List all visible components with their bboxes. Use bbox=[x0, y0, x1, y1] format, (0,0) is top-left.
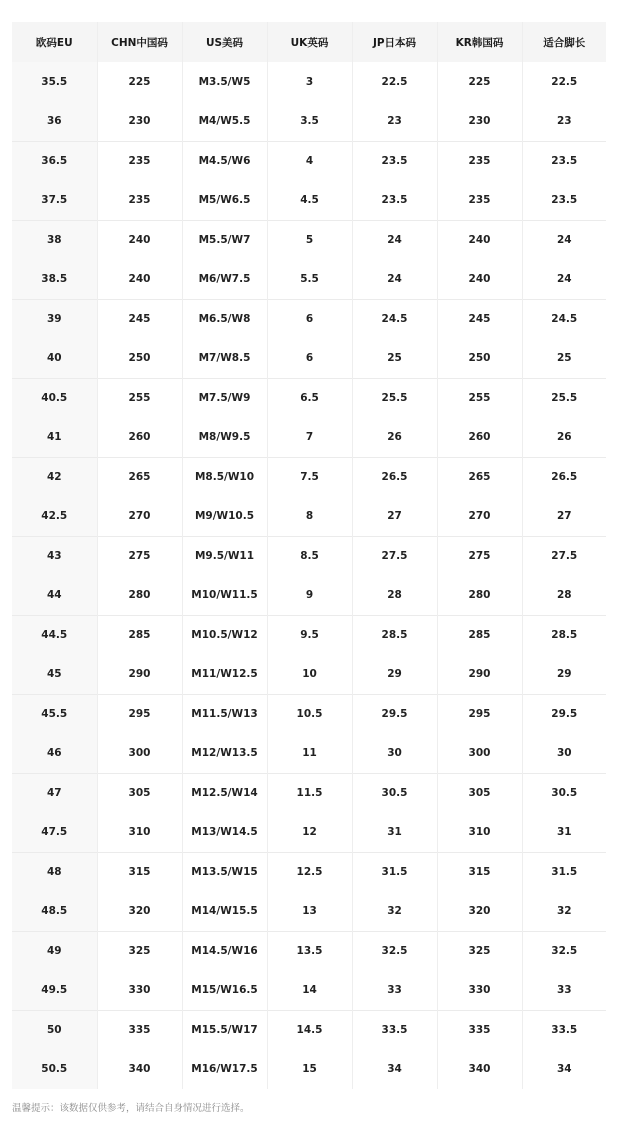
jp-size-cell: 23.5 bbox=[352, 141, 437, 181]
chn-size-cell: 250 bbox=[97, 339, 182, 379]
kr-size-cell: 255 bbox=[437, 378, 522, 418]
foot-length-cell: 32.5 bbox=[522, 931, 606, 971]
kr-size-cell: 315 bbox=[437, 852, 522, 892]
header-us-size: US美码 bbox=[182, 22, 267, 62]
eu-size-cell: 39 bbox=[12, 299, 97, 339]
uk-size-cell: 15 bbox=[267, 1050, 352, 1090]
uk-size-cell: 3 bbox=[267, 62, 352, 102]
table-row bbox=[12, 418, 606, 458]
table-row bbox=[12, 655, 606, 695]
kr-size-cell: 235 bbox=[437, 181, 522, 221]
eu-size-cell: 48.5 bbox=[12, 892, 97, 932]
jp-size-cell: 25.5 bbox=[352, 378, 437, 418]
eu-size-cell: 36 bbox=[12, 102, 97, 142]
us-size-cell: M12.5/W14 bbox=[182, 773, 267, 813]
uk-size-cell: 9 bbox=[267, 576, 352, 616]
kr-size-cell: 270 bbox=[437, 497, 522, 537]
jp-size-cell: 26 bbox=[352, 418, 437, 458]
us-size-cell: M6.5/W8 bbox=[182, 299, 267, 339]
eu-size-cell: 47.5 bbox=[12, 813, 97, 853]
eu-size-cell: 46 bbox=[12, 734, 97, 774]
foot-length-cell: 25.5 bbox=[522, 378, 606, 418]
header-row bbox=[12, 22, 606, 62]
foot-length-cell: 29.5 bbox=[522, 694, 606, 734]
table-row bbox=[12, 497, 606, 537]
table-row bbox=[12, 576, 606, 616]
foot-length-cell: 27 bbox=[522, 497, 606, 537]
jp-size-cell: 24.5 bbox=[352, 299, 437, 339]
eu-size-cell: 40 bbox=[12, 339, 97, 379]
chn-size-cell: 245 bbox=[97, 299, 182, 339]
kr-size-cell: 260 bbox=[437, 418, 522, 458]
us-size-cell: M5/W6.5 bbox=[182, 181, 267, 221]
jp-size-cell: 23.5 bbox=[352, 181, 437, 221]
jp-size-cell: 28.5 bbox=[352, 615, 437, 655]
uk-size-cell: 4 bbox=[267, 141, 352, 181]
eu-size-cell: 37.5 bbox=[12, 181, 97, 221]
eu-size-cell: 50.5 bbox=[12, 1050, 97, 1090]
us-size-cell: M3.5/W5 bbox=[182, 62, 267, 102]
uk-size-cell: 12.5 bbox=[267, 852, 352, 892]
foot-length-cell: 30 bbox=[522, 734, 606, 774]
chn-size-cell: 325 bbox=[97, 931, 182, 971]
jp-size-cell: 27.5 bbox=[352, 536, 437, 576]
size-chart-body bbox=[12, 62, 606, 1089]
kr-size-cell: 325 bbox=[437, 931, 522, 971]
us-size-cell: M14/W15.5 bbox=[182, 892, 267, 932]
us-size-cell: M14.5/W16 bbox=[182, 931, 267, 971]
jp-size-cell: 22.5 bbox=[352, 62, 437, 102]
foot-length-cell: 24 bbox=[522, 220, 606, 260]
foot-length-cell: 27.5 bbox=[522, 536, 606, 576]
uk-size-cell: 8.5 bbox=[267, 536, 352, 576]
kr-size-cell: 290 bbox=[437, 655, 522, 695]
chn-size-cell: 255 bbox=[97, 378, 182, 418]
kr-size-cell: 230 bbox=[437, 102, 522, 142]
foot-length-cell: 22.5 bbox=[522, 62, 606, 102]
foot-length-cell: 23.5 bbox=[522, 181, 606, 221]
chn-size-cell: 330 bbox=[97, 971, 182, 1011]
jp-size-cell: 23 bbox=[352, 102, 437, 142]
eu-size-cell: 42 bbox=[12, 457, 97, 497]
jp-size-cell: 34 bbox=[352, 1050, 437, 1090]
foot-length-cell: 34 bbox=[522, 1050, 606, 1090]
us-size-cell: M8/W9.5 bbox=[182, 418, 267, 458]
eu-size-cell: 50 bbox=[12, 1010, 97, 1050]
chn-size-cell: 240 bbox=[97, 260, 182, 300]
jp-size-cell: 29.5 bbox=[352, 694, 437, 734]
eu-size-cell: 45.5 bbox=[12, 694, 97, 734]
uk-size-cell: 14.5 bbox=[267, 1010, 352, 1050]
jp-size-cell: 31.5 bbox=[352, 852, 437, 892]
table-row bbox=[12, 339, 606, 379]
uk-size-cell: 6 bbox=[267, 339, 352, 379]
us-size-cell: M15/W16.5 bbox=[182, 971, 267, 1011]
size-chart-table bbox=[12, 22, 606, 1089]
uk-size-cell: 7 bbox=[267, 418, 352, 458]
foot-length-cell: 28.5 bbox=[522, 615, 606, 655]
chn-size-cell: 340 bbox=[97, 1050, 182, 1090]
kr-size-cell: 225 bbox=[437, 62, 522, 102]
jp-size-cell: 25 bbox=[352, 339, 437, 379]
size-chart-header bbox=[12, 22, 606, 62]
kr-size-cell: 280 bbox=[437, 576, 522, 616]
table-row bbox=[12, 773, 606, 813]
table-row bbox=[12, 931, 606, 971]
jp-size-cell: 30 bbox=[352, 734, 437, 774]
uk-size-cell: 5 bbox=[267, 220, 352, 260]
jp-size-cell: 24 bbox=[352, 260, 437, 300]
table-row bbox=[12, 260, 606, 300]
chn-size-cell: 225 bbox=[97, 62, 182, 102]
header-jp-size: JP日本码 bbox=[352, 22, 437, 62]
eu-size-cell: 38.5 bbox=[12, 260, 97, 300]
us-size-cell: M7/W8.5 bbox=[182, 339, 267, 379]
chn-size-cell: 265 bbox=[97, 457, 182, 497]
kr-size-cell: 300 bbox=[437, 734, 522, 774]
chn-size-cell: 310 bbox=[97, 813, 182, 853]
eu-size-cell: 49 bbox=[12, 931, 97, 971]
kr-size-cell: 285 bbox=[437, 615, 522, 655]
chn-size-cell: 235 bbox=[97, 181, 182, 221]
eu-size-cell: 47 bbox=[12, 773, 97, 813]
eu-size-cell: 44.5 bbox=[12, 615, 97, 655]
us-size-cell: M13.5/W15 bbox=[182, 852, 267, 892]
header-foot-length: 适合脚长 bbox=[522, 22, 606, 62]
kr-size-cell: 240 bbox=[437, 220, 522, 260]
eu-size-cell: 49.5 bbox=[12, 971, 97, 1011]
table-row bbox=[12, 378, 606, 418]
uk-size-cell: 10.5 bbox=[267, 694, 352, 734]
foot-length-cell: 26 bbox=[522, 418, 606, 458]
us-size-cell: M9/W10.5 bbox=[182, 497, 267, 537]
chn-size-cell: 295 bbox=[97, 694, 182, 734]
kr-size-cell: 320 bbox=[437, 892, 522, 932]
kr-size-cell: 275 bbox=[437, 536, 522, 576]
eu-size-cell: 44 bbox=[12, 576, 97, 616]
table-row bbox=[12, 62, 606, 102]
chn-size-cell: 335 bbox=[97, 1010, 182, 1050]
uk-size-cell: 14 bbox=[267, 971, 352, 1011]
kr-size-cell: 340 bbox=[437, 1050, 522, 1090]
foot-length-cell: 25 bbox=[522, 339, 606, 379]
us-size-cell: M15.5/W17 bbox=[182, 1010, 267, 1050]
chn-size-cell: 260 bbox=[97, 418, 182, 458]
jp-size-cell: 29 bbox=[352, 655, 437, 695]
foot-length-cell: 31.5 bbox=[522, 852, 606, 892]
foot-length-cell: 29 bbox=[522, 655, 606, 695]
uk-size-cell: 13 bbox=[267, 892, 352, 932]
uk-size-cell: 5.5 bbox=[267, 260, 352, 300]
uk-size-cell: 9.5 bbox=[267, 615, 352, 655]
jp-size-cell: 28 bbox=[352, 576, 437, 616]
kr-size-cell: 335 bbox=[437, 1010, 522, 1050]
table-row bbox=[12, 813, 606, 853]
table-row bbox=[12, 536, 606, 576]
us-size-cell: M8.5/W10 bbox=[182, 457, 267, 497]
kr-size-cell: 295 bbox=[437, 694, 522, 734]
eu-size-cell: 41 bbox=[12, 418, 97, 458]
kr-size-cell: 250 bbox=[437, 339, 522, 379]
eu-size-cell: 38 bbox=[12, 220, 97, 260]
chn-size-cell: 305 bbox=[97, 773, 182, 813]
foot-length-cell: 28 bbox=[522, 576, 606, 616]
jp-size-cell: 26.5 bbox=[352, 457, 437, 497]
chn-size-cell: 240 bbox=[97, 220, 182, 260]
foot-length-cell: 26.5 bbox=[522, 457, 606, 497]
table-row bbox=[12, 457, 606, 497]
uk-size-cell: 10 bbox=[267, 655, 352, 695]
us-size-cell: M5.5/W7 bbox=[182, 220, 267, 260]
us-size-cell: M10/W11.5 bbox=[182, 576, 267, 616]
table-row bbox=[12, 694, 606, 734]
table-row bbox=[12, 220, 606, 260]
uk-size-cell: 8 bbox=[267, 497, 352, 537]
eu-size-cell: 42.5 bbox=[12, 497, 97, 537]
eu-size-cell: 40.5 bbox=[12, 378, 97, 418]
table-row bbox=[12, 299, 606, 339]
foot-length-cell: 32 bbox=[522, 892, 606, 932]
chn-size-cell: 235 bbox=[97, 141, 182, 181]
foot-length-cell: 33.5 bbox=[522, 1010, 606, 1050]
table-row bbox=[12, 1050, 606, 1090]
foot-length-cell: 30.5 bbox=[522, 773, 606, 813]
chn-size-cell: 270 bbox=[97, 497, 182, 537]
kr-size-cell: 235 bbox=[437, 141, 522, 181]
us-size-cell: M16/W17.5 bbox=[182, 1050, 267, 1090]
header-eu-size: 欧码EU bbox=[12, 22, 97, 62]
chn-size-cell: 315 bbox=[97, 852, 182, 892]
chn-size-cell: 290 bbox=[97, 655, 182, 695]
jp-size-cell: 33.5 bbox=[352, 1010, 437, 1050]
foot-length-cell: 23 bbox=[522, 102, 606, 142]
table-row bbox=[12, 852, 606, 892]
eu-size-cell: 48 bbox=[12, 852, 97, 892]
us-size-cell: M9.5/W11 bbox=[182, 536, 267, 576]
us-size-cell: M4/W5.5 bbox=[182, 102, 267, 142]
us-size-cell: M4.5/W6 bbox=[182, 141, 267, 181]
uk-size-cell: 4.5 bbox=[267, 181, 352, 221]
eu-size-cell: 35.5 bbox=[12, 62, 97, 102]
us-size-cell: M11/W12.5 bbox=[182, 655, 267, 695]
table-row bbox=[12, 102, 606, 142]
uk-size-cell: 12 bbox=[267, 813, 352, 853]
chn-size-cell: 300 bbox=[97, 734, 182, 774]
foot-length-cell: 24 bbox=[522, 260, 606, 300]
us-size-cell: M6/W7.5 bbox=[182, 260, 267, 300]
eu-size-cell: 43 bbox=[12, 536, 97, 576]
table-row bbox=[12, 615, 606, 655]
uk-size-cell: 7.5 bbox=[267, 457, 352, 497]
table-row bbox=[12, 971, 606, 1011]
header-uk-size: UK英码 bbox=[267, 22, 352, 62]
jp-size-cell: 24 bbox=[352, 220, 437, 260]
us-size-cell: M7.5/W9 bbox=[182, 378, 267, 418]
kr-size-cell: 330 bbox=[437, 971, 522, 1011]
uk-size-cell: 6.5 bbox=[267, 378, 352, 418]
chn-size-cell: 285 bbox=[97, 615, 182, 655]
foot-length-cell: 33 bbox=[522, 971, 606, 1011]
jp-size-cell: 33 bbox=[352, 971, 437, 1011]
table-row bbox=[12, 892, 606, 932]
table-row bbox=[12, 141, 606, 181]
jp-size-cell: 27 bbox=[352, 497, 437, 537]
kr-size-cell: 305 bbox=[437, 773, 522, 813]
uk-size-cell: 6 bbox=[267, 299, 352, 339]
kr-size-cell: 310 bbox=[437, 813, 522, 853]
eu-size-cell: 36.5 bbox=[12, 141, 97, 181]
uk-size-cell: 3.5 bbox=[267, 102, 352, 142]
header-kr-size: KR韩国码 bbox=[437, 22, 522, 62]
jp-size-cell: 32.5 bbox=[352, 931, 437, 971]
foot-length-cell: 23.5 bbox=[522, 141, 606, 181]
foot-length-cell: 24.5 bbox=[522, 299, 606, 339]
chn-size-cell: 230 bbox=[97, 102, 182, 142]
table-row bbox=[12, 181, 606, 221]
jp-size-cell: 31 bbox=[352, 813, 437, 853]
kr-size-cell: 265 bbox=[437, 457, 522, 497]
kr-size-cell: 245 bbox=[437, 299, 522, 339]
uk-size-cell: 11.5 bbox=[267, 773, 352, 813]
us-size-cell: M12/W13.5 bbox=[182, 734, 267, 774]
header-chn-size: CHN中国码 bbox=[97, 22, 182, 62]
uk-size-cell: 13.5 bbox=[267, 931, 352, 971]
chn-size-cell: 275 bbox=[97, 536, 182, 576]
jp-size-cell: 32 bbox=[352, 892, 437, 932]
us-size-cell: M13/W14.5 bbox=[182, 813, 267, 853]
table-row bbox=[12, 734, 606, 774]
foot-length-cell: 31 bbox=[522, 813, 606, 853]
table-row bbox=[12, 1010, 606, 1050]
jp-size-cell: 30.5 bbox=[352, 773, 437, 813]
uk-size-cell: 11 bbox=[267, 734, 352, 774]
eu-size-cell: 45 bbox=[12, 655, 97, 695]
us-size-cell: M11.5/W13 bbox=[182, 694, 267, 734]
chn-size-cell: 280 bbox=[97, 576, 182, 616]
us-size-cell: M10.5/W12 bbox=[182, 615, 267, 655]
kr-size-cell: 240 bbox=[437, 260, 522, 300]
chn-size-cell: 320 bbox=[97, 892, 182, 932]
footnote: 温馨提示：该数据仅供参考，请结合自身情况进行选择。 bbox=[12, 1103, 250, 1114]
